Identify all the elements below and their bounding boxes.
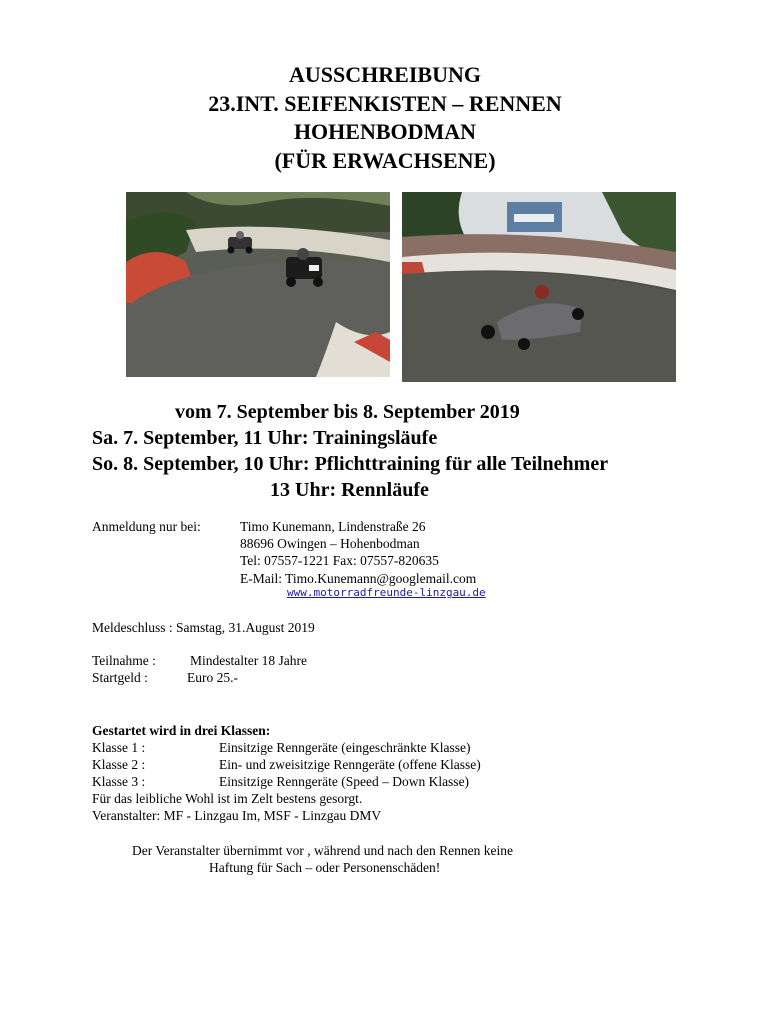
saturday-schedule: Sa. 7. September, 11 Uhr: Trainingsläufe [92,427,438,449]
food-note: Für das leibliche Wohl ist im Zelt bestens gesorgt. [92,791,363,806]
race-photo-right [402,192,676,382]
disclaimer-line-2: Haftung für Sach – oder Personenschäden! [209,860,441,875]
participation-label: Teilnahme : [92,653,156,668]
organizer: Veranstalter: MF - Linzgau Im, MSF - Linzgau DMV [92,808,382,823]
fee-label: Startgeld : [92,670,148,685]
race-photo-left [126,192,390,377]
class-2-desc: Ein- und zweisitzige Renngeräte (offene Klasse) [219,757,481,772]
disclaimer-line-1: Der Veranstalter übernimmt vor , während und nach den Rennen keine [132,843,513,858]
sunday-schedule: So. 8. September, 10 Uhr: Pflichttraining für alle Teilnehmer [92,453,609,475]
class-3-desc: Einsitzige Renngeräte (Speed – Down Klasse) [219,774,470,789]
title-line-4: (FÜR ERWACHSENE) [274,147,496,173]
registration-deadline: Meldeschluss : Samstag, 31.August 2019 [92,620,315,635]
event-dates: vom 7. September bis 8. September 2019 [175,401,520,423]
participation-value: Mindestalter 18 Jahre [190,653,307,668]
fee-value: Euro 25.- [187,670,238,685]
registration-name: Timo Kunemann, Lindenstraße 26 [240,519,426,534]
title-line-2: 23.INT. SEIFENKISTEN – RENNEN [208,90,562,116]
class-1-label: Klasse 1 : [92,740,146,755]
registration-phone: Tel: 07557-1221 Fax: 07557-820635 [240,553,439,568]
document-title [0,61,770,175]
classes-heading: Gestartet wird in drei Klassen: [92,723,271,738]
website-link[interactable]: www.motorradfreunde-linzgau.de [287,586,486,599]
registration-label: Anmeldung nur bei: [92,519,201,534]
title-line-3: HOHENBODMAN [293,119,477,144]
title-line-1: AUSSCHREIBUNG [289,62,481,87]
race-schedule: 13 Uhr: Rennläufe [270,479,429,501]
registration-email: E-Mail: Timo.Kunemann@googlemail.com [240,571,477,586]
class-2-label: Klasse 2 : [92,757,146,772]
registration-city: 88696 Owingen – Hohenbodman [240,536,420,551]
class-3-label: Klasse 3 : [92,774,146,789]
class-1-desc: Einsitzige Renngeräte (eingeschränkte Klasse) [219,740,471,755]
